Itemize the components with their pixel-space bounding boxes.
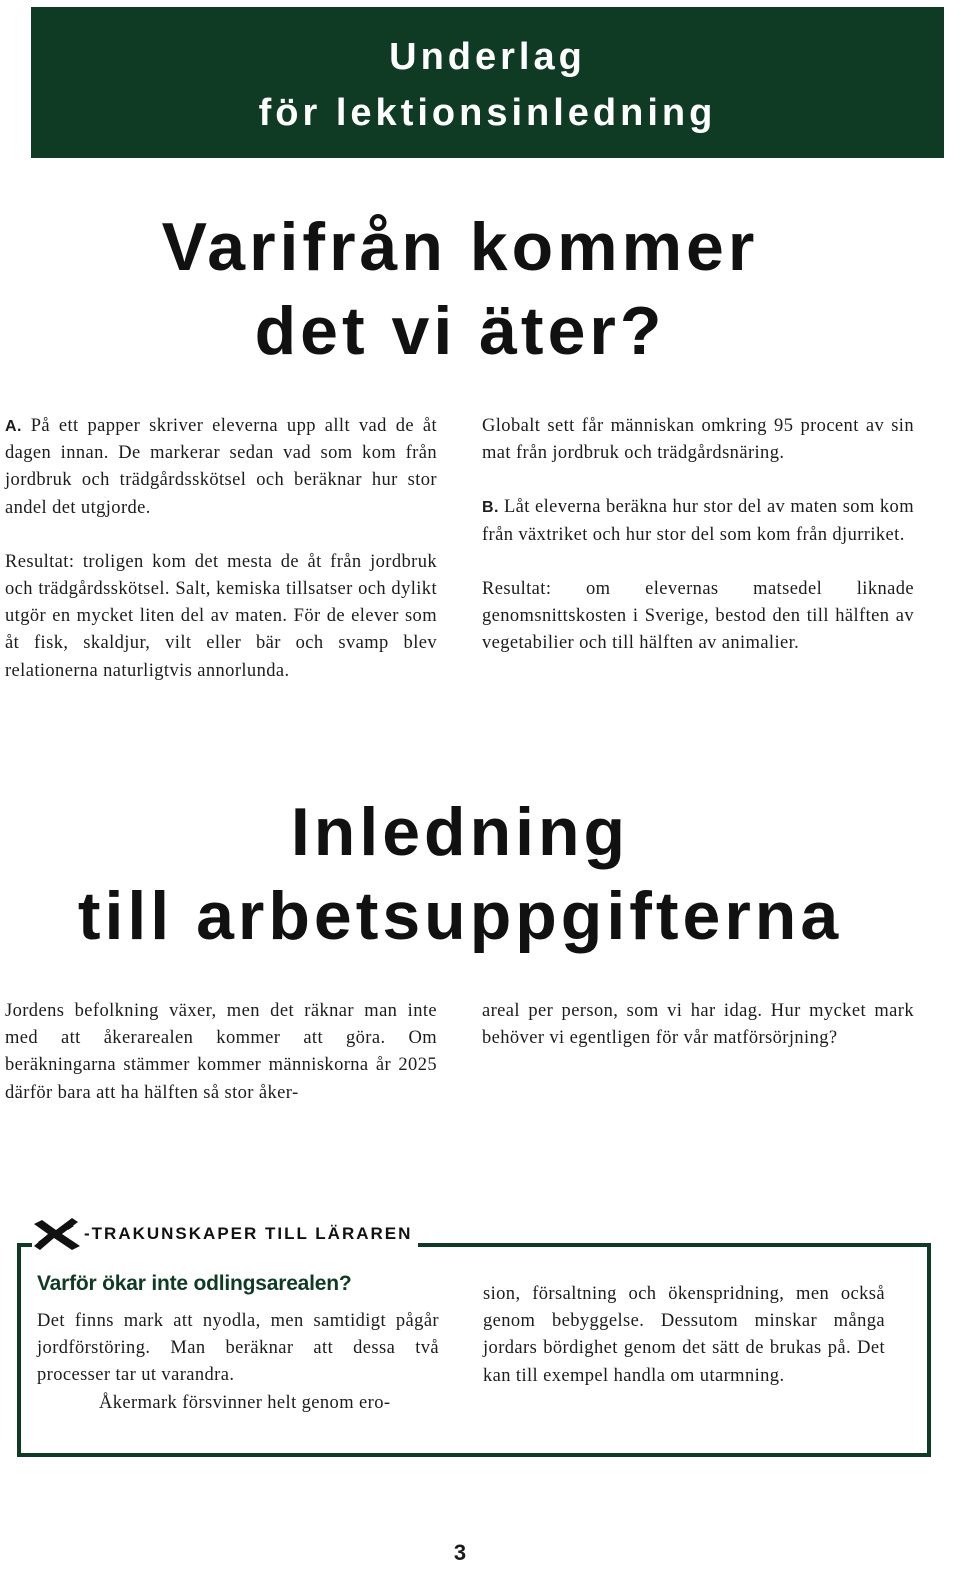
extra-knowledge-label bbox=[32, 1216, 418, 1252]
section-a-paragraph bbox=[5, 413, 437, 522]
section-a-text: På ett papper skriver eleverna upp allt vad de åt dagen innan. De markerar sedan vad som kom från jordbruk och trädgårdsskötsel och beräknar hur stor andel det utgjorde. bbox=[5, 416, 437, 518]
page-number: 3 bbox=[453, 1540, 467, 1565]
page-title-line-2: det vi äter? bbox=[254, 293, 666, 369]
section-a-result: Resultat: troligen kom det mesta de åt från jordbruk och trädgårdsskötsel. Salt, kemiska tillsatser och dylikt utgör en mycket liten del av maten. För de elever som åt fisk, skaldjur, vilt eller bär och svamp blev relationerna naturligtvis annorlunda. bbox=[5, 551, 437, 681]
page-title bbox=[0, 205, 920, 373]
box-right-column bbox=[483, 1281, 885, 1390]
section-title-line-1: Inledning bbox=[290, 794, 630, 870]
section-b-column bbox=[482, 413, 914, 657]
box-left-column bbox=[37, 1308, 439, 1417]
page-title-line-1: Varifrån kommer bbox=[161, 209, 759, 285]
section-b-text: Låt eleverna beräkna hur stor del av maten som kom från växtriket och hur stor del som kom från djurriket. bbox=[482, 497, 914, 545]
section-b-paragraph bbox=[482, 494, 914, 548]
intro-left-column bbox=[5, 998, 437, 1107]
section-title-line-2: till arbetsuppgifterna bbox=[77, 878, 843, 954]
extra-knowledge-label-text: -TRAKUNSKAPER TILL LÄRAREN bbox=[84, 1224, 413, 1243]
section-a-column bbox=[5, 413, 437, 685]
intro-right-column bbox=[482, 998, 914, 1052]
section-b-intro: Globalt sett får människan omkring 95 procent av sin mat från jordbruk och trädgårdsnäring. bbox=[482, 416, 914, 464]
section-b-result: Resultat: om elevernas matsedel liknade genomsnittskosten i Sverige, bestod den till hälften av vegetabilier och till hälften av animalier. bbox=[482, 578, 914, 654]
banner-line-2: för lektionsinledning bbox=[258, 92, 717, 134]
x-brush-icon bbox=[32, 1216, 82, 1252]
intro-left-text: Jordens befolkning växer, men det räknar man inte med att åkerarealen kommer att göra. Om beräkningarna stämmer kommer människorna år 2025 därför bara att ha hälften så stor åker- bbox=[5, 1001, 437, 1103]
section-b-label: B. bbox=[482, 499, 499, 517]
header-banner bbox=[31, 7, 944, 158]
section-title bbox=[0, 790, 920, 958]
box-right-paragraph: sion, försaltning och ökenspridning, men också genom bebyggelse. Dessutom minskar många jordars bördighet genom det sätt de brukas på. Det kan till exempel handla om utarmning. bbox=[483, 1284, 885, 1386]
box-heading: Varför ökar inte odlingsarealen? bbox=[37, 1272, 352, 1295]
box-left-paragraph-1: Det finns mark att nyodla, men samtidigt pågår jordförstöring. Man beräknar att dessa två processer tar ut varandra. bbox=[37, 1311, 439, 1386]
box-left-paragraph-2: Åkermark försvinner helt genom ero- bbox=[99, 1392, 391, 1413]
intro-right-text: areal per person, som vi har idag. Hur mycket mark behöver vi egentligen för vår matförsörjning? bbox=[482, 1001, 914, 1049]
banner-line-1: Underlag bbox=[389, 36, 586, 78]
section-a-label: A. bbox=[5, 418, 22, 435]
